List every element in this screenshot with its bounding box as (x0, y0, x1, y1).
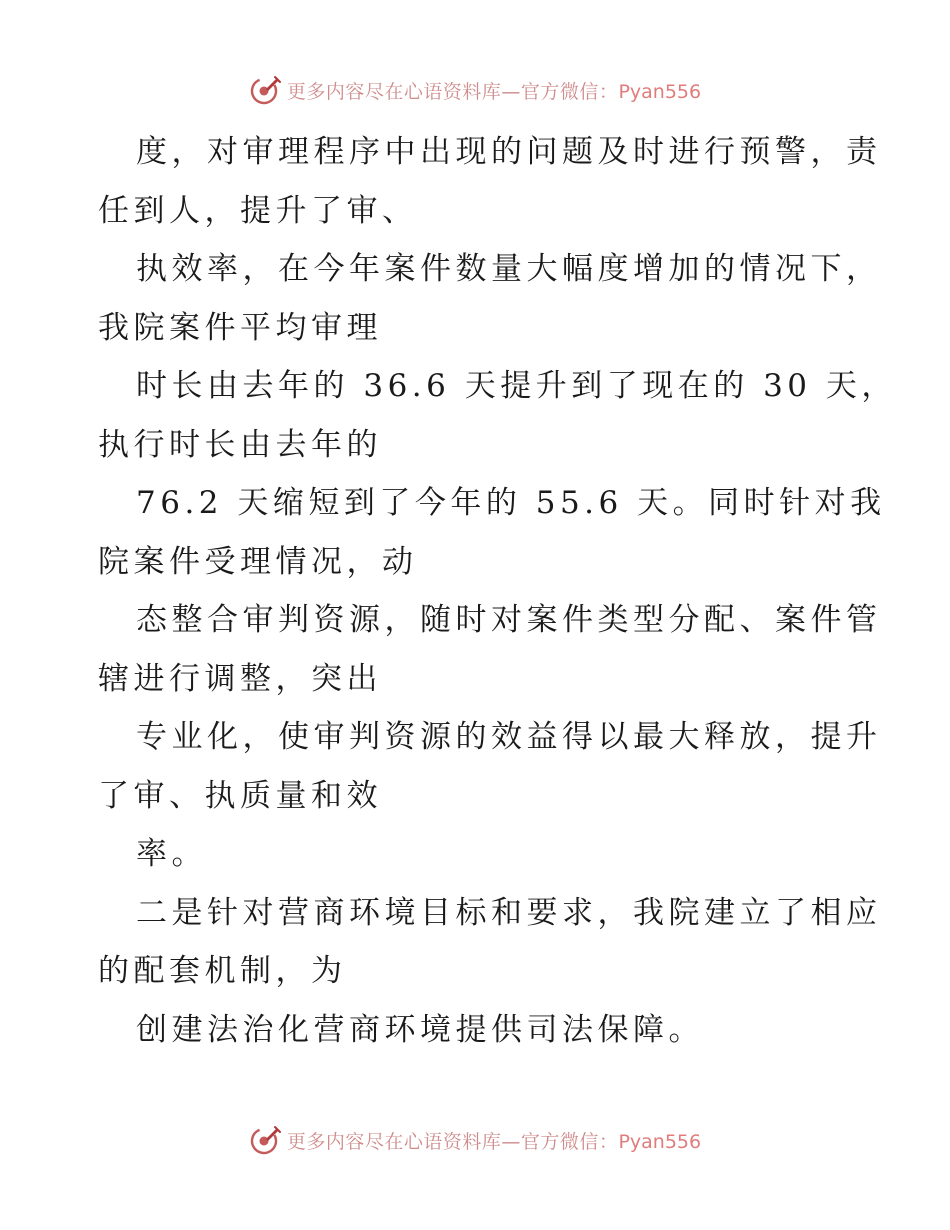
footer-banner (0, 1120, 950, 1160)
text-line: 时长由去年的 36.6 天提升到了现在的 30 天， (136, 368, 897, 404)
text-line: 任到人，提升了审、 (98, 192, 418, 229)
text-line: 院案件受理情况，动 (98, 543, 418, 580)
text-line: 我院案件平均审理 (98, 309, 382, 346)
text-line: 执行时长由去年的 (98, 426, 382, 463)
text-line: 辖进行调整，突出 (98, 660, 382, 697)
text-line: 态整合审判资源，随时对案件类型分配、案件管 (136, 602, 882, 638)
footer-banner-text: 更多内容尽在心语资料库—官方微信：Pyan556 (286, 1130, 702, 1153)
text-line: 度，对审理程序中出现的问题及时进行预警，责 (136, 134, 882, 170)
pen-logo-icon (249, 74, 281, 106)
text-line: 执效率，在今年案件数量大幅度增加的情况下， (136, 251, 882, 287)
text-line: 创建法治化营商环境提供司法保障。 (136, 1011, 704, 1048)
text-line: 的配套机制，为 (98, 953, 347, 989)
text-line: 专业化，使审判资源的效益得以最大释放，提升 (136, 719, 882, 755)
document-body (98, 123, 897, 1059)
text-line: 了审、执质量和效 (98, 777, 382, 814)
pen-logo-icon (249, 1124, 281, 1156)
text-line: 二是针对营商环境目标和要求，我院建立了相应 (136, 894, 882, 931)
text-line: 率。 (136, 836, 207, 872)
header-banner (0, 70, 950, 110)
text-line: 76.2 天缩短到了今年的 55.6 天。同时针对我 (136, 485, 886, 521)
header-banner-text: 更多内容尽在心语资料库—官方微信：Pyan556 (286, 80, 702, 103)
